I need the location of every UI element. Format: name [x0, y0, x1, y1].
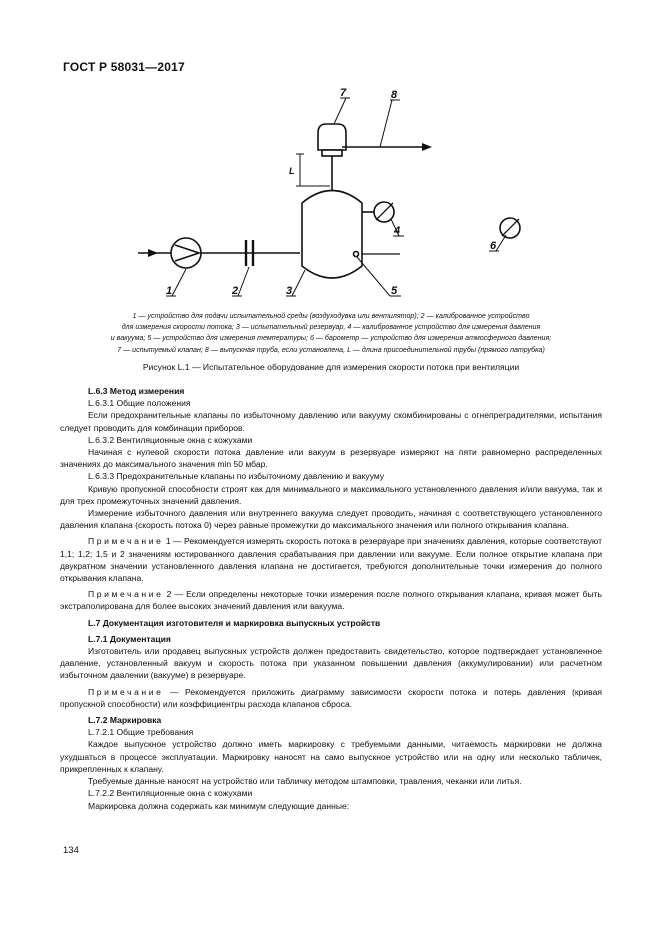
note-label: Примечание	[88, 686, 164, 697]
document-body	[60, 385, 602, 812]
subsection-heading: L.7.2.2 Вентиляционные окна с кожухами	[88, 788, 253, 799]
test-valve-cap	[318, 124, 346, 150]
section-heading: L.7.2 Маркировка	[88, 715, 162, 726]
test-valve-base	[322, 150, 342, 156]
figure-caption: Рисунок L.1 — Испытательное оборудование для измерения скорости потока при вентиляции	[142, 362, 520, 372]
note	[60, 686, 602, 710]
note-text: 1 — Рекомендуется измерять скорость потока в резервуаре при значениях давления, которые соответствуют 1,1; 1,2; 1,5 и 2 значениям юстированного давления срабатывания при давлении или вакууме. Если полное открытие клапана при двукратном значении установленного давления клапана не достигается, требуются дополнительные точки измерения до полного открывания клапана.	[60, 536, 602, 584]
label-2: 2	[232, 285, 239, 297]
note	[60, 535, 602, 584]
note-text: 2 — Если определены некоторые точки измерения после полного открывания клапана, кривая может быть экстраполирована для более высоких значений давления или вакуума.	[60, 589, 602, 612]
label-8: 8	[391, 89, 398, 101]
paragraph: Если предохранительные клапаны по избыточному давлению или вакууму скомбинированы с огнепреградителями, испытания следует проводить для комбинации приборов.	[60, 410, 602, 433]
page-number: 134	[63, 845, 79, 856]
legend-line: и вакуума; 5 — устройство для измерения температуры; 6 — барометр — устройство для измерения атмосферного давления;	[110, 334, 552, 343]
subsection-heading: L.6.3.2 Вентиляционные окна с кожухами	[88, 434, 253, 445]
document-header: ГОСТ Р 58031—2017	[63, 60, 185, 74]
paragraph: Изготовитель или продавец выпускных устройств должен предоставить свидетельство, которое подтверждает установленное давление, установленный вакуум и скорость потока при указанном повышении давления (аккумулировании) или расчетном избыточном давлении (вакууме) в резервуаре.	[60, 646, 602, 681]
note	[60, 588, 602, 612]
paragraph: Маркировка должна содержать как минимум следующие данные:	[88, 800, 350, 811]
subsection-heading: L.6.3.3 Предохранительные клапаны по избыточному давлению и вакууму	[88, 471, 385, 482]
note-label: Примечание	[88, 536, 164, 547]
paragraph: Каждое выпускное устройство должно иметь маркировку с требуемыми данными, читаемость маркировки не должна ухудшаться в процессе эксплуатации. Маркировку наносят на само выпускное устройство или на одну или несколько табличек, прикрепленных к клапану.	[60, 739, 602, 774]
subsection-heading: L.6.3.1 Общие положения	[88, 398, 191, 409]
paragraph: Кривую пропускной способности строят как для минимального и максимального установленного давления и/или вакуума, так и для трех промежуточных значений давления.	[60, 483, 602, 506]
label-6: 6	[490, 240, 497, 252]
temperature-sensor	[354, 252, 359, 257]
note-text: — Рекомендуется приложить диаграмму зависимости скорости потока и потерь давления (кривая пропускной способности) или коэффициентры расхода клапанов сброса.	[60, 686, 602, 709]
legend-line: для измерения скорости потока; 3 — испытательный резервуар, 4 — калиброванное устройство для измерения давления	[121, 323, 541, 332]
subsection-heading: L.7.2.1 Общие требования	[88, 727, 194, 738]
label-5: 5	[391, 285, 398, 297]
paragraph: Начиная с нулевой скорости потока давление или вакуум в резервуаре измеряют на пяти равномерно распределенных значениях до максимального значения min 50 мбар.	[60, 447, 602, 470]
test-equipment-figure	[0, 88, 661, 310]
label-7: 7	[340, 88, 347, 99]
note-label: Примечание	[88, 589, 164, 600]
paragraph: Требуемые данные наносят на устройство или табличку методом штамповки, травления, чеканки или литья.	[88, 776, 522, 787]
section-heading: L.7.1 Документация	[88, 633, 171, 644]
label-1: 1	[166, 285, 173, 297]
legend-line: 1 — устройство для подачи испытательной среды (воздуходувка или вентилятор); 2 — калиброванное устройство	[132, 312, 530, 320]
label-4: 4	[394, 225, 401, 237]
paragraph: Измерение избыточного давления или внутреннего вакуума следует проводить, начиная с соответствующего установленного давления клапана (скорость потока 0) через равные промежутки до максимального значения или полного открывания клапана.	[60, 508, 602, 531]
test-tank	[302, 191, 362, 279]
section-heading: L.6.3 Метод измерения	[88, 386, 185, 396]
section-heading: L.7 Документация изготовителя и маркировка выпускных устройств	[88, 617, 381, 628]
label-3: 3	[286, 285, 293, 297]
inlet-arrow	[148, 249, 158, 257]
figure-legend	[60, 311, 602, 356]
label-L: L	[289, 166, 295, 176]
legend-line: 7 — испытуемый клапан; 8 — выпускная труба, если установлена, L — длина присоединительной трубы (прямого патрубка)	[117, 345, 545, 354]
outlet-arrow	[422, 143, 432, 151]
